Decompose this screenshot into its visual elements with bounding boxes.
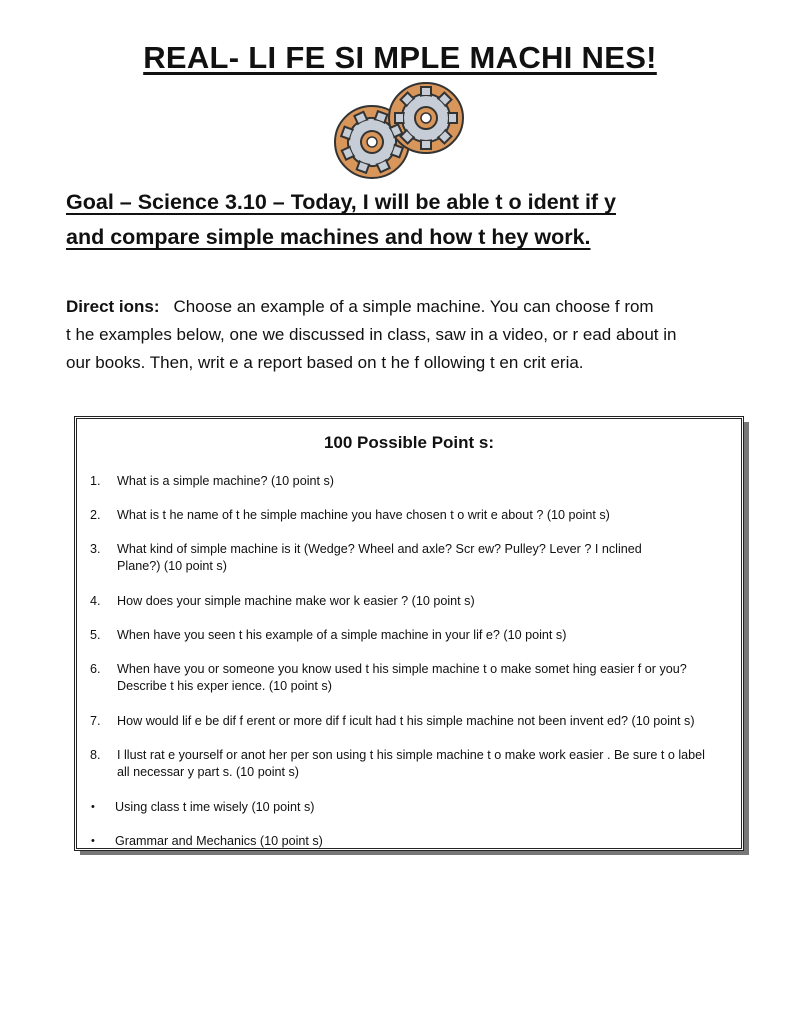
criteria-heading: 100 Possible Point s: bbox=[323, 433, 495, 452]
criteria-text: What is a simple machine? (10 point s) bbox=[117, 474, 334, 488]
criteria-number: 3. bbox=[90, 542, 101, 556]
directions bbox=[66, 293, 746, 377]
goal-line-1: Goal – Science 3.10 – Today, I will be able t o ident if y bbox=[66, 190, 617, 214]
criteria-text: When have you or someone you know used t his simple machine t o make somet hing easier f or you? bbox=[117, 662, 687, 676]
criteria-text: How does your simple machine make wor k easier ? (10 point s) bbox=[117, 594, 475, 608]
goal-line-2: and compare simple machines and how t hey work. bbox=[66, 225, 591, 249]
directions-line-1: Choose an example of a simple machine. You can choose f rom bbox=[173, 297, 654, 316]
bullet-marker: • bbox=[91, 801, 95, 813]
criteria-number: 5. bbox=[90, 628, 101, 642]
criteria-text: all necessar y part s. (10 point s) bbox=[117, 765, 299, 779]
criteria-text: I llust rat e yourself or anot her per son using t his simple machine t o make work easier . Be sure t o label bbox=[117, 748, 705, 762]
directions-label: Direct ions: bbox=[66, 297, 160, 316]
criteria-number: 8. bbox=[90, 748, 101, 762]
criteria-text: What is t he name of t he simple machine you have chosen t o writ e about ? (10 point s) bbox=[117, 508, 610, 522]
criteria-number: 7. bbox=[90, 714, 101, 728]
criteria-text: Plane?) (10 point s) bbox=[117, 559, 227, 573]
criteria-box bbox=[74, 416, 744, 851]
goal-statement bbox=[66, 185, 746, 255]
criteria-number: 4. bbox=[90, 594, 101, 608]
page-title: REAL- LI FE SI MPLE MACHI NES! bbox=[143, 40, 657, 75]
criteria-number: 6. bbox=[90, 662, 101, 676]
directions-line-2: t he examples below, one we discussed in class, saw in a video, or r ead about in bbox=[66, 325, 677, 344]
bullet-marker: • bbox=[91, 835, 95, 847]
gears-icon bbox=[334, 80, 468, 182]
criteria-number: 1. bbox=[90, 474, 101, 488]
criteria-text: How would lif e be dif f erent or more dif f icult had t his simple machine not been invent ed? (10 point s) bbox=[117, 714, 695, 728]
criteria-number: 2. bbox=[90, 508, 101, 522]
criteria-text: When have you seen t his example of a simple machine in your lif e? (10 point s) bbox=[117, 628, 567, 642]
directions-line-3: our books. Then, writ e a report based on t he f ollowing t en crit eria. bbox=[66, 353, 584, 372]
criteria-text: Describe t his exper ience. (10 point s) bbox=[117, 679, 332, 693]
criteria-text: What kind of simple machine is it (Wedge? Wheel and axle? Scr ew? Pulley? Lever ? I nclined bbox=[117, 542, 642, 556]
criteria-text: Grammar and Mechanics (10 point s) bbox=[115, 834, 323, 848]
criteria-text: Using class t ime wisely (10 point s) bbox=[115, 800, 315, 814]
